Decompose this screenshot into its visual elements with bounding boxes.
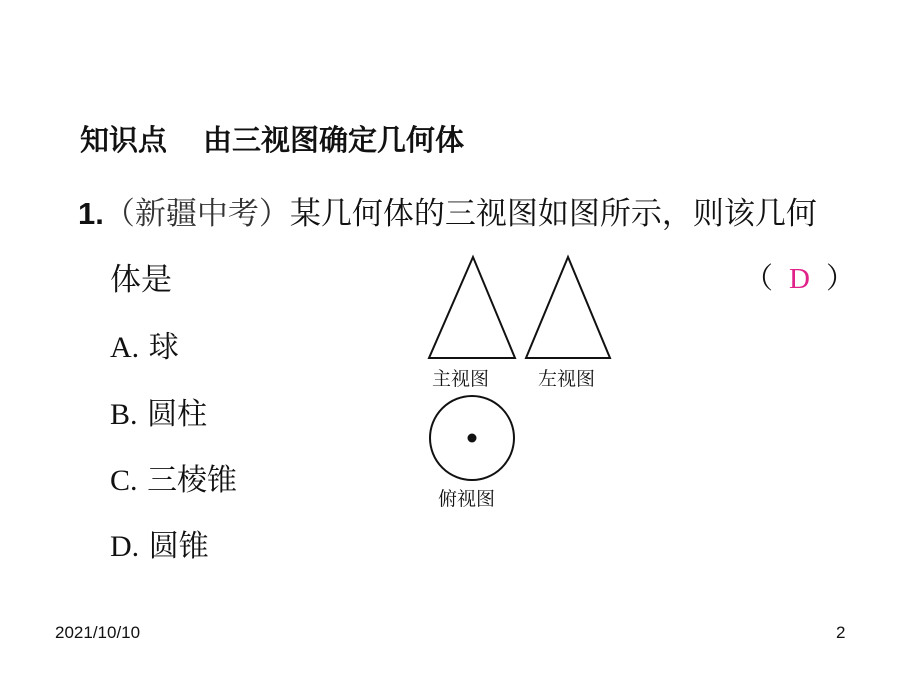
option-c: [110, 455, 237, 499]
footer-date: 2021/10/10: [55, 623, 141, 642]
answer-close-paren: ）: [825, 261, 855, 295]
page-number: 2: [836, 623, 846, 642]
top-view-apex-dot: [468, 434, 477, 443]
front-view-triangle: [429, 257, 515, 358]
top-view-caption: 俯视图: [438, 488, 496, 510]
option-b-text: 圆柱: [147, 397, 208, 432]
question-stem-line-1: [78, 188, 817, 233]
section-label: 知识点: [80, 123, 168, 157]
option-d: [110, 521, 209, 565]
option-c-text: 三棱锥: [147, 463, 238, 498]
section-heading: [80, 118, 464, 159]
section-title: 由三视图确定几何体: [203, 123, 465, 157]
option-d-text: 圆锥: [148, 529, 209, 564]
option-d-letter: D.: [110, 530, 140, 563]
option-a-text: 球: [148, 330, 179, 365]
left-view-caption: 左视图: [538, 368, 596, 390]
left-view-triangle: [526, 257, 610, 358]
question-source: （新疆中考）: [103, 196, 290, 232]
answer-bracket: [744, 256, 855, 297]
question-stem-text-1: 某几何体的三视图如图所示，则该几何: [289, 196, 817, 232]
option-c-letter: C.: [110, 464, 138, 497]
question-number: 1.: [78, 196, 104, 231]
question-stem-line-2: 体是: [110, 262, 172, 298]
answer-letter: D: [789, 263, 810, 295]
option-a-letter: A.: [110, 331, 140, 364]
front-view-caption: 主视图: [432, 368, 490, 390]
option-b-letter: B.: [110, 398, 138, 431]
option-b: [110, 389, 207, 433]
answer-open-paren: （: [744, 261, 774, 295]
option-a: [110, 322, 179, 366]
